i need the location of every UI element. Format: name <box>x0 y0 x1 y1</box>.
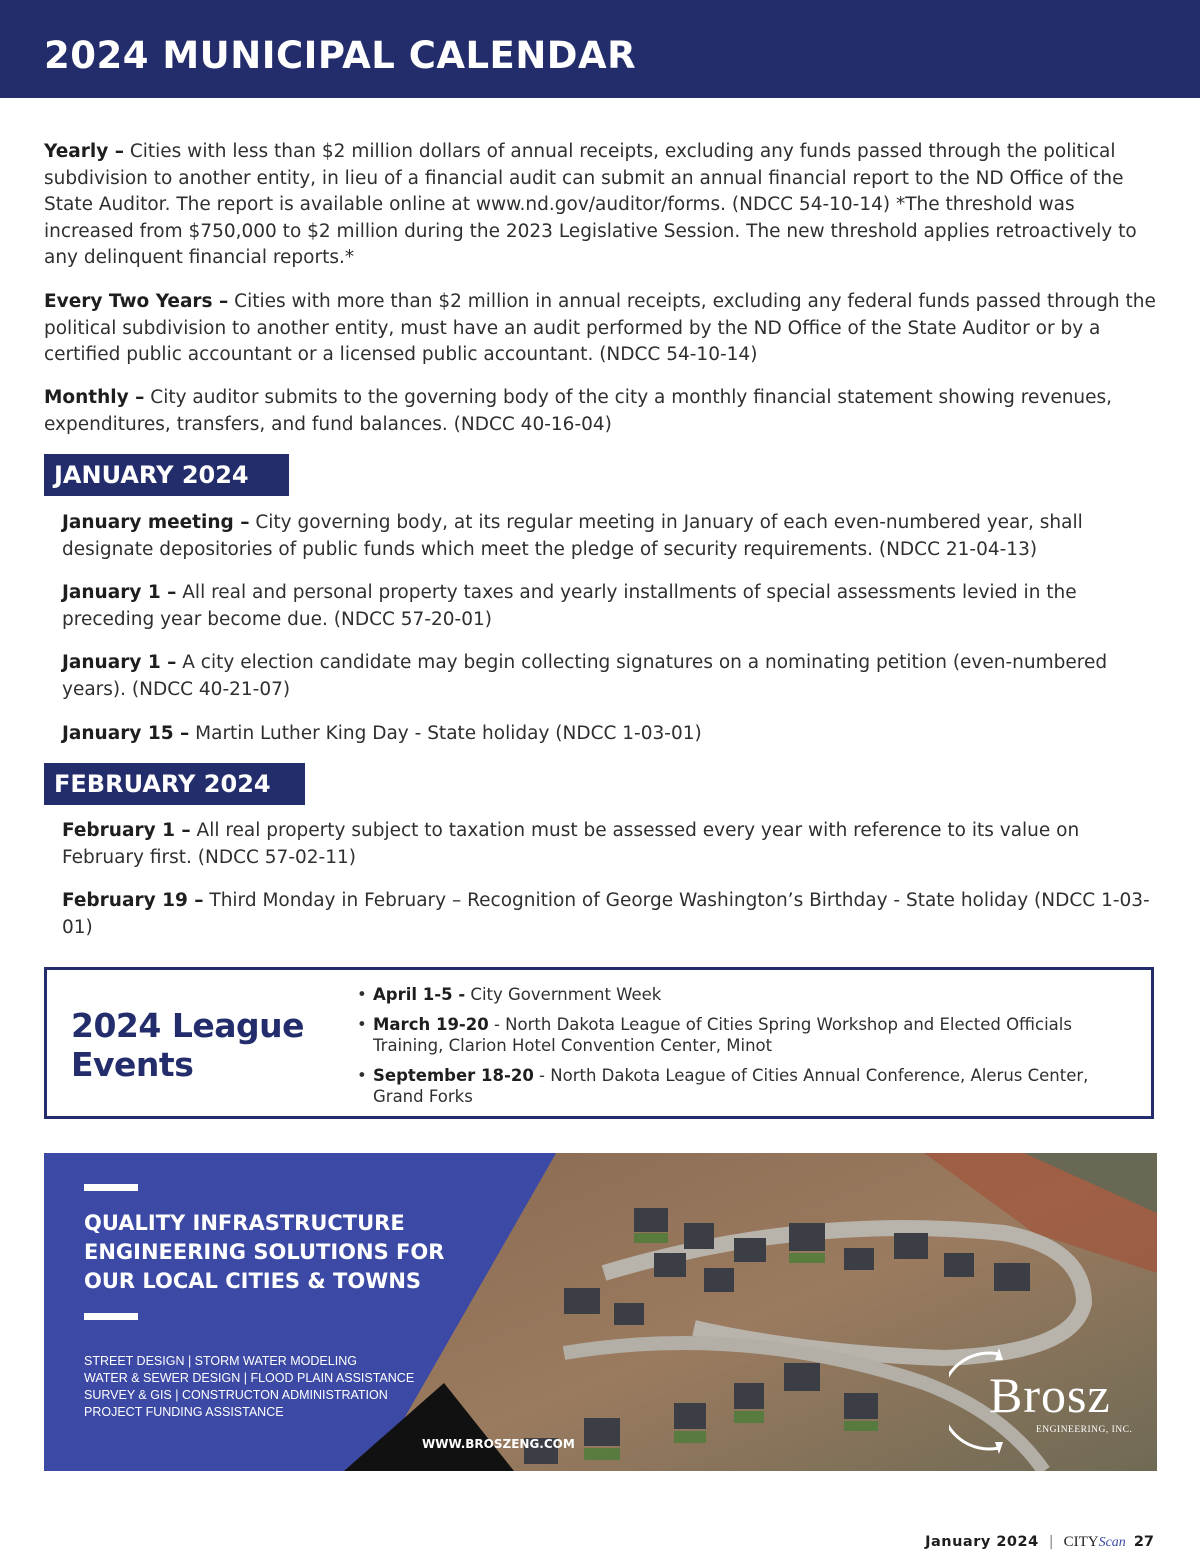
item-text: City governing body, at its regular meeting in January of each even-numbered year, shall designate depositories of public funds which meet the pledge of security requirements. (NDCC 21-04-13) <box>62 512 1083 560</box>
calendar-item <box>62 888 1152 941</box>
calendar-item <box>62 721 1152 748</box>
ad-service-line: PROJECT FUNDING ASSISTANCE <box>84 1405 284 1419</box>
event-date: April 1-5 - <box>373 985 466 1004</box>
item-text: Martin Luther King Day - State holiday (NDCC 1-03-01) <box>189 723 702 744</box>
section-heading-february: FEBRUARY 2024 <box>44 763 305 805</box>
league-events-title-line1: 2024 League <box>71 1006 305 1045</box>
item-text: Third Monday in February – Recognition of George Washington’s Birthday - State holiday (NDCC 1-03-01) <box>62 890 1150 938</box>
intro-text: City auditor submits to the governing body of the city a monthly financial statement showing revenues, expenditures, transfers, and fund balances. (NDCC 40-16-04) <box>44 387 1113 435</box>
league-events-title <box>71 1006 304 1084</box>
header-bar <box>0 0 1200 98</box>
item-label: January 1 – <box>62 652 177 673</box>
item-label: January 1 – <box>62 582 177 603</box>
advertisement-banner[interactable] <box>44 1153 1157 1471</box>
bullet: • <box>357 1066 367 1085</box>
intro-label: Yearly – <box>44 141 124 162</box>
ad-headline <box>84 1209 444 1296</box>
calendar-item <box>62 580 1152 633</box>
item-label: February 1 – <box>62 820 191 841</box>
ad-service-line: STREET DESIGN | STORM WATER MODELING <box>84 1354 357 1368</box>
event-date: March 19-20 <box>373 1015 489 1034</box>
ad-headline-line: QUALITY INFRASTRUCTURE <box>84 1211 405 1235</box>
decorative-bar <box>84 1184 138 1191</box>
intro-every-two-years <box>44 289 1160 369</box>
intro-text: Cities with more than $2 million in annual receipts, excluding any federal funds passed through the political subdivision to another entity, must have an audit performed by the ND Office of the State Auditor or by a certified public accountant or a licensed public accountant. (NDCC 54-10-14) <box>44 291 1156 365</box>
ad-service-line: SURVEY & GIS | CONSTRUCTON ADMINISTRATION <box>84 1388 388 1402</box>
league-events-box <box>44 967 1154 1119</box>
league-events-title-line2: Events <box>71 1045 194 1084</box>
league-event-item <box>354 1014 1144 1056</box>
item-text: A city election candidate may begin collecting signatures on a nominating petition (even-numbered years). (NDCC 40-21-07) <box>62 652 1108 700</box>
item-text: All real property subject to taxation must be assessed every year with reference to its value on February first. (NDCC 57-02-11) <box>62 820 1080 868</box>
item-label: February 19 – <box>62 890 204 911</box>
bullet: • <box>357 1015 367 1034</box>
magazine-name-scan: Scan <box>1098 1535 1126 1550</box>
footer-separator: | <box>1048 1534 1054 1550</box>
league-events-list <box>354 984 1144 1116</box>
item-label: January 15 – <box>62 723 190 744</box>
calendar-item <box>62 818 1152 871</box>
event-text: City Government Week <box>465 985 662 1004</box>
intro-text: Cities with less than $2 million dollars of annual receipts, excluding any funds passed through the political subdivision to another entity, in lieu of a financial audit can submit an annual financial report to the ND Office of the State Auditor. The report is available online at www.nd.gov/auditor/forms. (NDCC 54-10-14) *The threshold was increased from $750,000 to $2 million during the 2023 Legislative Session. The new threshold applies retroactively to any delinquent financial reports.* <box>44 141 1137 268</box>
event-text: - North Dakota League of Cities Spring Workshop and Elected Officials Training, Clarion Hotel Convention Center, Minot <box>373 1015 1072 1055</box>
page-footer <box>925 1534 1154 1551</box>
page-number: 27 <box>1133 1534 1154 1550</box>
ad-service-line: WATER & SEWER DESIGN | FLOOD PLAIN ASSISTANCE <box>84 1371 415 1385</box>
ad-headline-line: OUR LOCAL CITIES & TOWNS <box>84 1269 422 1293</box>
brosz-logo <box>949 1346 1149 1456</box>
intro-label: Every Two Years – <box>44 291 229 312</box>
intro-monthly <box>44 385 1160 438</box>
calendar-item <box>62 510 1152 563</box>
logo-subtext: ENGINEERING, INC. <box>1036 1425 1133 1435</box>
league-event-item <box>354 984 1144 1005</box>
calendar-item <box>62 650 1152 703</box>
item-label: January meeting – <box>62 512 250 533</box>
event-text: - North Dakota League of Cities Annual Conference, Alerus Center, Grand Forks <box>373 1066 1089 1106</box>
intro-label: Monthly – <box>44 387 145 408</box>
event-date: September 18-20 <box>373 1066 534 1085</box>
ad-headline-line: ENGINEERING SOLUTIONS FOR <box>84 1240 445 1264</box>
item-text: All real and personal property taxes and yearly installments of special assessments levied in the preceding year become due. (NDCC 57-20-01) <box>62 582 1077 630</box>
magazine-name-city: CITY <box>1063 1534 1099 1550</box>
section-heading-january: JANUARY 2024 <box>44 454 289 496</box>
issue-date: January 2024 <box>925 1534 1039 1550</box>
intro-yearly <box>44 139 1160 272</box>
bullet: • <box>357 985 367 1004</box>
page-title: 2024 MUNICIPAL CALENDAR <box>44 34 637 77</box>
logo-wordmark: Brosz <box>989 1367 1111 1423</box>
decorative-bar <box>84 1313 138 1320</box>
league-event-item <box>354 1065 1144 1107</box>
ad-website-link[interactable]: WWW.BROSZENG.COM <box>422 1437 575 1451</box>
